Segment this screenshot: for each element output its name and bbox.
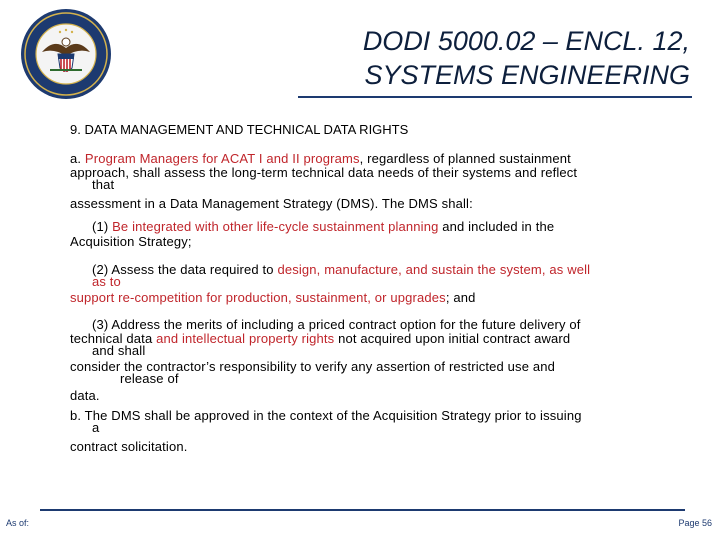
- item-3-line-1: (3) Address the merits of including a priced contract option for the future delivery of: [92, 317, 581, 332]
- footer-divider: [40, 509, 685, 511]
- paragraph-a-highlight: Program Managers for ACAT I and II programs: [84, 151, 360, 166]
- page-title-line-1: DODI 5000.02 – ENCL. 12,: [362, 26, 690, 56]
- footer-page-number: Page 56: [678, 518, 712, 528]
- item-1-line-2: Acquisition Strategy;: [70, 234, 192, 249]
- item-3-highlight: and intellectual property rights: [156, 331, 335, 346]
- footer-as-of: As of:: [6, 518, 30, 528]
- item-1-prefix: (1): [92, 219, 113, 234]
- title-divider: [298, 96, 692, 98]
- section-heading: 9. DATA MANAGEMENT AND TECHNICAL DATA RIGHTS: [70, 122, 409, 137]
- paragraph-b-line-2: a: [92, 420, 100, 435]
- paragraph-a-line-1-rest: , regardless of planned sustainment: [359, 151, 571, 166]
- item-2-line-1: [70, 262, 700, 277]
- item-1: [70, 219, 700, 249]
- item-1-line-1-rest: and included in the: [438, 219, 555, 234]
- paragraph-a-line-2: approach, shall assess the long-term technical data needs of their systems and reflect: [70, 165, 578, 180]
- item-2-prefix: (2) Assess the data required to: [92, 262, 278, 277]
- item-2-line-3: [70, 290, 700, 305]
- item-3-line-4: consider the contractor’s responsibility to verify any assertion of restricted use and: [70, 359, 555, 374]
- paragraph-a: [70, 151, 700, 211]
- paragraph-a-line-3: that: [92, 177, 115, 192]
- item-3-line-5: release of: [120, 371, 179, 386]
- paragraph-b-line-1: b. The DMS shall be approved in the context of the Acquisition Strategy prior to issuing: [70, 408, 582, 423]
- item-2: [70, 262, 700, 305]
- item-3-line-6: data.: [70, 388, 100, 403]
- page-title-line-2: SYSTEMS ENGINEERING: [364, 60, 690, 90]
- paragraph-a-line-4: assessment in a Data Management Strategy (DMS). The DMS shall:: [70, 196, 473, 211]
- item-3-line-2-rest: not acquired upon initial contract award: [334, 331, 571, 346]
- paragraph-a-prefix: a.: [70, 151, 85, 166]
- paragraph-b: [70, 408, 700, 454]
- item-2-highlight-1: design, manufacture, and sustain the system, as well: [277, 262, 591, 277]
- paragraph-a-line-1: [70, 151, 700, 166]
- item-3: [70, 317, 700, 403]
- paragraph-b-line-3: contract solicitation.: [70, 439, 188, 454]
- item-2-line-3-rest: ; and: [445, 290, 476, 305]
- item-3-line-2: [70, 332, 700, 346]
- item-2-highlight-3: support re-competition for production, sustainment, or upgrades: [70, 290, 446, 305]
- item-3-line-2-prefix: technical data: [70, 331, 157, 346]
- item-1-highlight: Be integrated with other life-cycle sustainment planning: [112, 219, 439, 234]
- item-1-line-1: [70, 219, 700, 234]
- item-2-highlight-2: as to: [92, 274, 121, 289]
- item-3-line-3: and shall: [92, 343, 146, 358]
